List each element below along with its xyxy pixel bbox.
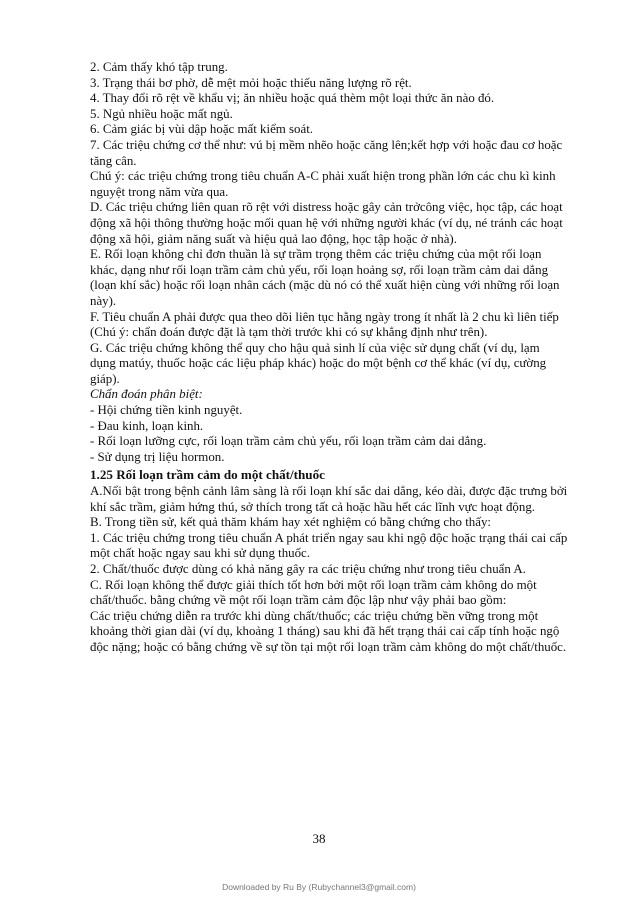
paragraph: C. Rối loạn không thể được giải thích tốt hơn bởi một rối loạn trầm cảm không do một chất/thuốc. bằng chứng về một rối loạn trầm cảm độc lập như vậy phải bao gồm: [90, 577, 537, 608]
paragraph: Chú ý: các triệu chứng trong tiêu chuẩn A-C phải xuất hiện trong phần lớn các chu kì kinh nguyệt trong năm vừa qua. [90, 169, 556, 199]
paragraph: A.Nổi bật trong bệnh cảnh lâm sàng là rối loạn khí sắc dai dẳng, kéo dài, được đặc trưng bởi khí sắc trầm, giảm hứng thú, sở thích trong tất cả hoặc hầu hết các lĩnh vực hoạt động. [90, 484, 568, 514]
paragraph: 5. Ngủ nhiều hoặc mất ngủ. [90, 106, 233, 121]
paragraph: F. Tiêu chuẩn A phải được qua theo dõi liên tục hằng ngày trong ít nhất là 2 chu kì liên tiếp (Chú ý: chẩn đoán được đặt là tạm thời trước khi có sự khẳng định như trên). [90, 309, 559, 340]
paragraph: 2. Chất/thuốc được dùng có khả năng gây ra các triệu chứng như trong tiêu chuẩn A. [90, 562, 526, 576]
paragraph: 2. Cảm thấy khó tập trung. [90, 60, 228, 74]
section-heading: 1.25 Rối loạn trầm cảm do một chất/thuốc [90, 467, 325, 483]
paragraph: 3. Trạng thái bơ phờ, dễ mệt mỏi hoặc thiếu năng lượng rõ rệt. [90, 75, 412, 90]
paragraph: G. Các triệu chứng không thể quy cho hậu quả sinh lí của việc sử dụng chất (ví dụ, lạm dụng matúy, thuốc hoặc các liệu pháp khác) hoặc do một bệnh cơ thể khác (ví dụ, cường giáp). [90, 340, 547, 386]
paragraph: 4. Thay đổi rõ rệt về khẩu vị; ăn nhiều hoặc quá thèm một loại thức ăn nào đó. [90, 91, 495, 106]
paragraph: - Đau kinh, loạn kinh. [90, 418, 204, 433]
page-number: 38 [312, 831, 326, 846]
paragraph: Các triệu chứng diễn ra trước khi dùng chất/thuốc; các triệu chứng bền vững trong một khoảng thời gian dài (ví dụ, khoảng 1 tháng) sau khi đã hết trạng thái cai cấp tính hoặc ngộ độc nặng; hoặc có bằng chứng về sự tồn tại một rối loạn trầm cảm không do một chất/thuốc. [90, 608, 567, 654]
paragraph: - Hội chứng tiền kinh nguyệt. [90, 403, 243, 418]
paragraph: E. Rối loạn không chỉ đơn thuần là sự trầm trọng thêm các triệu chứng của một rối loạn khác, dạng như rối loạn trầm cảm chủ yếu, rối loạn hoảng sợ, rối loạn trầm cảm dai dẳng (loạn khí sắc) hoặc rối loạn nhân cách (mặc dù nó có thể xuất hiện cùng với những rối loạn này). [90, 247, 560, 308]
paragraph: B. Trong tiền sử, kết quả thăm khám hay xét nghiệm có bằng chứng cho thấy: [90, 515, 491, 530]
paragraph: D. Các triệu chứng liên quan rõ rệt với distress hoặc gây cản trởcông việc, học tập, các hoạt động xã hội thông thường hoặc mối quan hệ với những người khác (ví dụ, né tránh các hoạt động xã hội, giảm năng suất và hiệu quả lao động, học tập hoặc ở nhà). [90, 200, 563, 246]
paragraph: 1. Các triệu chứng trong tiêu chuẩn A phát triển ngay sau khi ngộ độc hoặc trạng thái cai cấp một chất hoặc ngay sau khi sử dụng thuốc. [90, 530, 568, 561]
paragraph: - Sử dụng trị liệu hormon. [90, 449, 225, 464]
download-footer: Downloaded by Ru By (Rubychannel3@gmail.com) [222, 882, 416, 892]
subheading: Chẩn đoán phân biệt: [90, 387, 203, 402]
paragraph: 6. Cảm giác bị vùi dập hoặc mất kiểm soát. [90, 122, 314, 137]
body-text [90, 60, 568, 656]
paragraph: - Rối loạn lưỡng cực, rối loạn trầm cảm chủ yếu, rối loạn trầm cảm dai dẳng. [90, 434, 487, 449]
paragraph: 7. Các triệu chứng cơ thể như: vú bị mềm nhẽo hoặc căng lên;kết hợp với hoặc đau cơ hoặc tăng cân. [90, 137, 563, 168]
